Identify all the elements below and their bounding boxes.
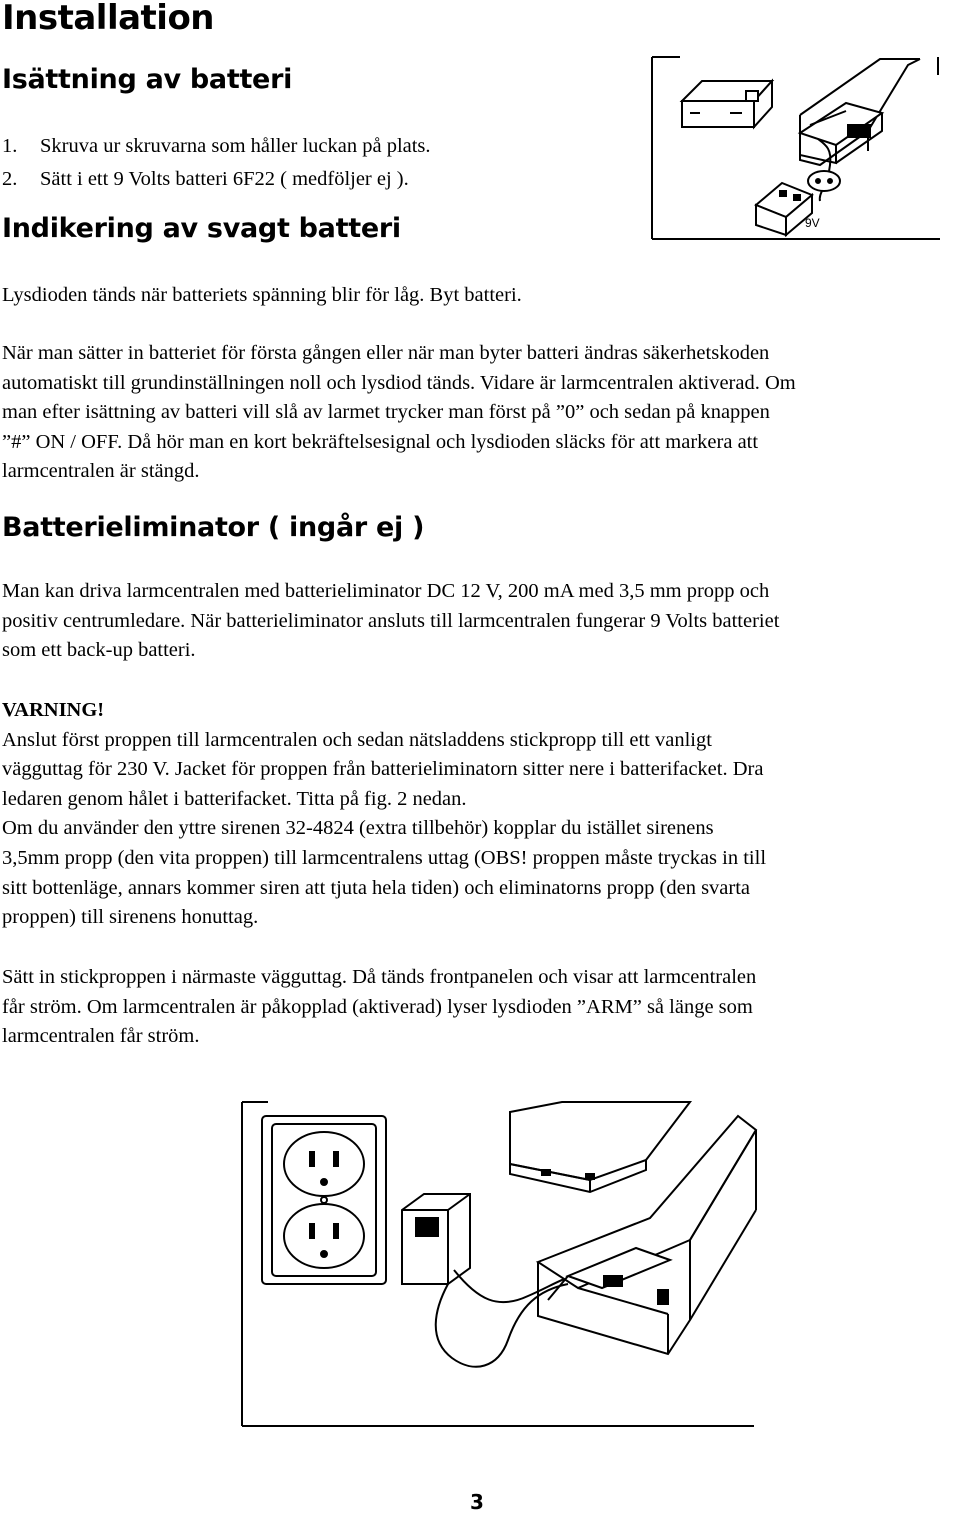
installation-steps [2,130,431,196]
paragraph-line: proppen) till sirenens honuttag. [2,906,259,929]
paragraph-line: 3,5mm propp (den vita proppen) till larmcentralens uttag (OBS! proppen måste tryckas in till [2,846,767,869]
paragraph-line: Anslut först proppen till larmcentralen och sedan nätsladdens stickpropp till ett vanligt [2,728,712,751]
step-item [2,163,431,196]
paragraph-line: automatiskt till grundinställningen noll och lysdiod tänds. Vidare är larmcentralen aktiverad. Om [2,371,796,394]
section-heading-battery-eliminator: Batterieliminator ( ingår ej ) [2,512,425,543]
paragraph-line: positiv centrumledare. När batterieliminator ansluts till larmcentralen fungerar 9 Volts batteriet [2,609,780,632]
paragraph-line: sitt bottenläge, annars kommer siren att tjuta hela tiden) och eliminatorns propp (den svarta [2,876,751,899]
paragraph-line: får ström. Om larmcentralen är påkopplad (aktiverad) lyser lysdioden ”ARM” så länge som [2,995,753,1018]
paragraph-line: larmcentralen får ström. [2,1025,200,1048]
page-number: 3 [470,1490,484,1514]
paragraph-line: Man kan driva larmcentralen med batterieliminator DC 12 V, 200 mA med 3,5 mm propp och [2,580,770,602]
step-text: Sätt i ett 9 Volts batteri 6F22 ( medföljer ej ). [40,168,409,190]
page-title: Installation [2,0,215,38]
paragraph-line: ”#” ON / OFF. Då hör man en kort bekräftelsesignal och lysdioden släcks för att markera att [2,430,759,453]
battery-installation-figure [650,55,942,241]
warning-title: VARNING! [2,699,105,721]
eliminator-paragraph [2,577,779,666]
paragraph-line: ledaren genom hålet i batterifacket. Titta på fig. 2 nedan. [2,787,467,810]
paragraph-line: man efter isättning av batteri vill slå av larmet trycker man först på ”0” och sedan på knappen [2,401,770,424]
low-battery-paragraph: Lysdioden tänds när batteriets spänning blir för låg. Byt batteri. [2,284,522,306]
paragraph-line: larmcentralen är stängd. [2,460,200,483]
step-item [2,130,431,163]
paragraph-line: Om du använder den yttre sirenen 32-4824 (extra tillbehör) kopplar du istället sirenens [2,817,714,840]
battery-reset-paragraph [2,339,796,487]
warning-block [2,696,766,933]
eliminator-connection-figure [238,1100,758,1430]
paragraph-line: När man sätter in batteriet för första gången eller när man byter batteri ändras säkerhetskoden [2,342,770,364]
paragraph-line: Sätt in stickproppen i närmaste vägguttag. Då tänds frontpanelen och visar att larmcentralen [2,966,757,988]
section-heading-low-battery: Indikering av svagt batteri [2,213,401,244]
paragraph-line: som ett back-up batteri. [2,639,196,662]
section-heading-battery-insertion: Isättning av batteri [2,64,293,95]
step-number: 1. [2,135,18,157]
paragraph-line: vägguttag för 230 V. Jacket för proppen från batterieliminatorn sitter nere i batterifacket. Dra [2,758,764,781]
power-on-paragraph [2,963,756,1052]
step-text: Skruva ur skruvarna som håller luckan på plats. [40,135,431,157]
step-number: 2. [2,168,18,190]
battery-label: 9V [805,216,820,230]
